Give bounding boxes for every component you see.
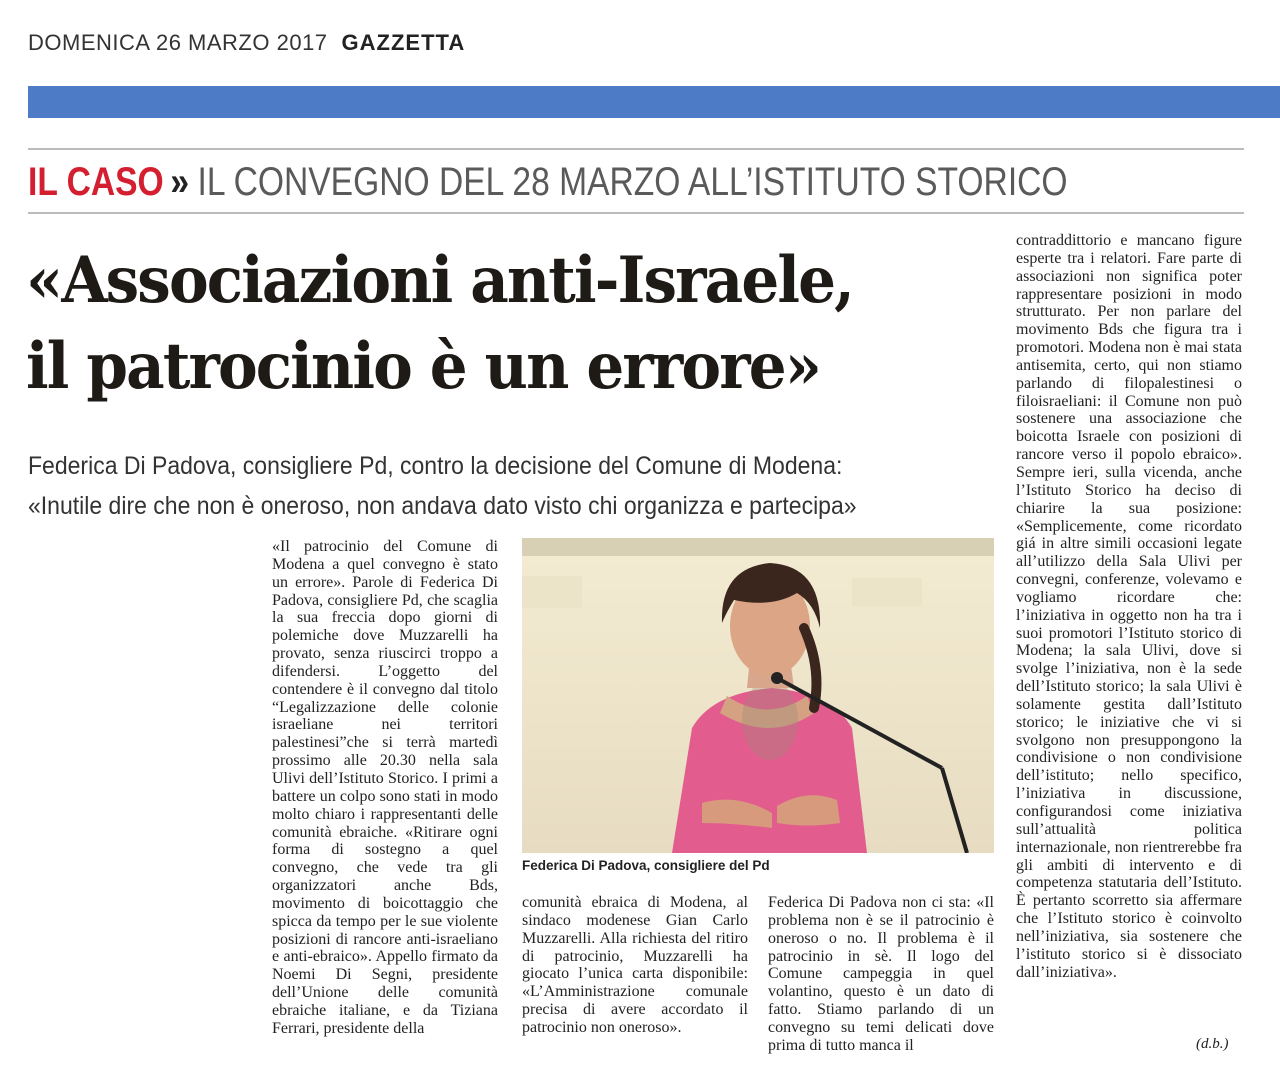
kicker [28, 158, 1068, 208]
bottom-rule [28, 212, 1244, 214]
dateline [28, 30, 465, 56]
subheadline-line-2: «Inutile dire che non è oneroso, non andava dato visto chi organizza e partecipa» [28, 492, 857, 520]
newspaper-name: GAZZETTA [341, 30, 466, 55]
top-rule [28, 148, 1244, 150]
publication-date: DOMENICA 26 MARZO 2017 [28, 30, 328, 55]
article-photo [522, 538, 994, 853]
article-column-2: comunità ebraica di Modena, al sindaco modenese Gian Carlo Muzzarelli. Alla richiesta del ritiro di patrocinio, Muzzarelli ha giocato l’unica carta disponibile: «L’Amministrazione comunale precisa di avere accordato il patrocinio non oneroso». [522, 894, 748, 1036]
subheadline-line-1: Federica Di Padova, consigliere Pd, contro la decisione del Comune di Modena: [28, 452, 843, 480]
kicker-topic: IL CONVEGNO DEL 28 MARZO ALL’ISTITUTO STORICO [197, 160, 1068, 204]
author-initials: (d.b.) [1196, 1036, 1229, 1052]
headline-line-2: il patrocinio è un errore» [26, 329, 821, 404]
article-column-1: «Il patrocinio del Comune di Modena a quel convegno è stato un errore». Parole di Federica Di Padova, consigliere Pd, che scaglia la sua freccia dopo giorni di polemiche dove Muzzarelli ha provato, senza riuscirci troppo a difendersi. L’oggetto del contendere è il convegno dal titolo “Legalizzazione delle colonie israeliane nei territori palestinesi”che si terrà martedì prossimo alle 20.30 nella sala Ulivi dell’Istituto Storico. I primi a battere un colpo sono stati in modo molto chiaro i rappresentanti delle comunità ebraiche. «Ritirare ogni forma di sostegno a quel convegno, che vede tra gli organizzatori anche Bds, movimento di boicottaggio che spicca da tempo per le sue violente posizioni di rancore anti-israeliano e anti-ebraico». Appello firmato da Noemi Di Segni, presidente dell’Unione delle comunità ebraiche italiane, e da Tiziana Ferrari, presidente della [272, 538, 498, 1037]
photo-caption: Federica Di Padova, consigliere del Pd [522, 858, 770, 873]
article-column-3: Federica Di Padova non ci sta: «Il problema non è se il patrocinio è oneroso o no. Il problema è il patrocinio in sè. Il logo del Comune campeggia in quel volantino, questo è un dato di fatto. Stiamo parlando di un convegno su temi delicati dove prima di tutto manca il [768, 894, 994, 1054]
headline [26, 238, 1006, 410]
kicker-label: IL CASO [28, 160, 164, 204]
subheadline [28, 446, 1028, 526]
speaker-photo-illustration [522, 538, 994, 853]
kicker-arrows-icon: » [170, 160, 190, 204]
article-column-4: contraddittorio e mancano figure esperte tra i relatori. Fare parte di associazioni non significa poter rappresentare posizioni in modo strutturato. Per non parlare del movimento Bds che figura tra i promotori. Modena non è mai stata antisemita, certo, qui non stiamo parlando di filopalestinesi o filoisraeliani: il Comune non può sostenere una associazione che boicotta Israele con posizioni di rancore verso il popolo ebraico». Sempre ieri, sulla vicenda, anche l’Istituto Storico ha deciso di chiarire la sua posizione: «Semplicemente, come ricordato giá in altre simili occasioni legate all’utilizzo della Sala Ulivi per convegni, conferenze, volevamo e vogliamo ricordare che: l’iniziativa in oggetto non ha tra i suoi promotori l’Istituto storico di Modena; la sala Ulivi, dove si svolge l’iniziativa, non è la sede dell’Istituto storico; la sala Ulivi è solamente gestita dall’Istituto storico; le iniziative che vi si svolgono non presuppongono la condivisione o non condivisione dell’istituto; nello specifico, l’iniziativa in discussione, configurandosi come iniziativa sull’attualità politica internazionale, non rientrerebbe fra gli ambiti di intervento e di competenza statutaria dell’Istituto. È pertanto scorretto sia affermare che l’Istituto storico è coinvolto nell’iniziativa, sia sostenere che l’istituto storico si è dissociato dall’iniziativa». [1016, 232, 1242, 981]
headline-line-1: «Associazioni anti-Israele, [26, 243, 854, 318]
blue-band [28, 86, 1280, 118]
